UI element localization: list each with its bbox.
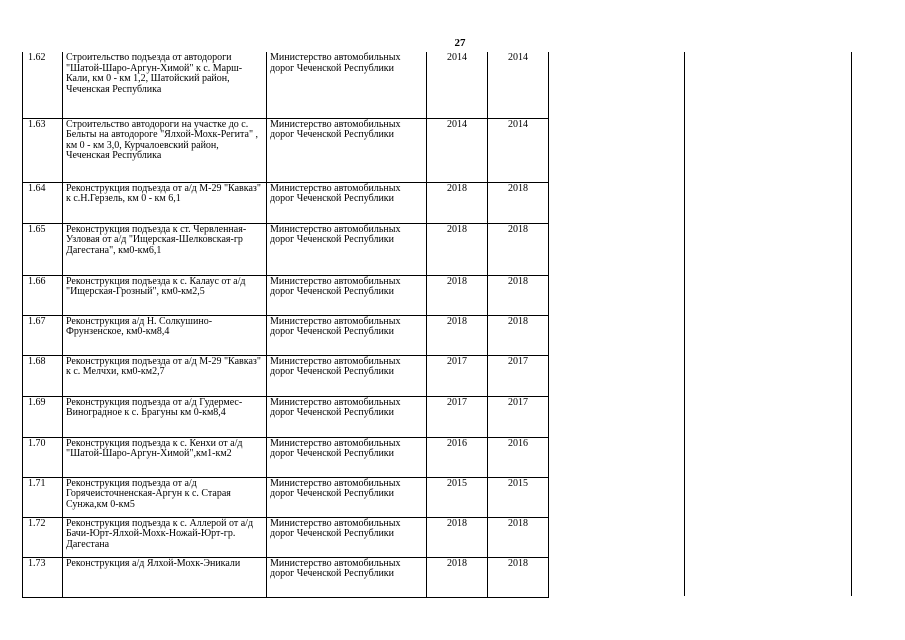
- start-year: 2018: [427, 557, 488, 597]
- project-name: Реконструкция подъезда от а/д М-29 "Кавказ" к с.Н.Герзель, км 0 - км 6,1: [63, 182, 267, 223]
- column-divider: [851, 52, 852, 596]
- project-name: Реконструкция а/д Ялхой-Мохк-Эникали: [63, 557, 267, 597]
- responsible-org: Министерство автомобильных дорог Чеченской Республики: [267, 52, 427, 118]
- table-row: [23, 437, 549, 477]
- project-name: Строительство автодороги на участке до с. Бельты на автодороге "Ялхой-Мохк-Регита" , км 0 - км 3,0, Курчалоевский район, Чеченская Республика: [63, 118, 267, 182]
- project-name: Реконструкция подъезда к с. Кенхи от а/д "Шатой-Шаро-Аргун-Химой",км1-км2: [63, 437, 267, 477]
- project-name: Реконструкция а/д Н. Солкушино-Фрунзенское, км0-км8,4: [63, 315, 267, 355]
- project-name: Реконструкция подъезда к с. Калаус от а/д "Ищерская-Грозный", км0-км2,5: [63, 275, 267, 315]
- end-year: 2018: [488, 517, 549, 557]
- row-number: 1.72: [23, 517, 63, 557]
- project-name: Строительство подъезда от автодороги "Шатой-Шаро-Аргун-Химой" к с. Марш-Кали, км 0 - км 1,2, Шатойский район, Чеченская Республика: [63, 52, 267, 118]
- start-year: 2018: [427, 275, 488, 315]
- row-number: 1.67: [23, 315, 63, 355]
- end-year: 2014: [488, 118, 549, 182]
- table-row: [23, 182, 549, 223]
- row-number: 1.68: [23, 355, 63, 396]
- start-year: 2018: [427, 182, 488, 223]
- responsible-org: Министерство автомобильных дорог Чеченской Республики: [267, 517, 427, 557]
- responsible-org: Министерство автомобильных дорог Чеченской Республики: [267, 557, 427, 597]
- end-year: 2018: [488, 557, 549, 597]
- start-year: 2014: [427, 118, 488, 182]
- row-number: 1.69: [23, 396, 63, 437]
- responsible-org: Министерство автомобильных дорог Чеченской Республики: [267, 315, 427, 355]
- start-year: 2018: [427, 315, 488, 355]
- row-number: 1.63: [23, 118, 63, 182]
- row-number: 1.64: [23, 182, 63, 223]
- start-year: 2017: [427, 396, 488, 437]
- page-number: 27: [454, 37, 466, 49]
- start-year: 2014: [427, 52, 488, 118]
- project-name: Реконструкция подъезда от а/д Гудермес-Виноградное к с. Брагуны км 0-км8,4: [63, 396, 267, 437]
- row-number: 1.65: [23, 223, 63, 275]
- end-year: 2016: [488, 437, 549, 477]
- project-name: Реконструкция подъезда к с. Аллерой от а/д Бачи-Юрт-Ялхой-Мохк-Ножай-Юрт-гр. Дагестана: [63, 517, 267, 557]
- end-year: 2017: [488, 396, 549, 437]
- row-number: 1.62: [23, 52, 63, 118]
- project-name: Реконструкция подъезда к ст. Червленная-Узловая от а/д "Ищерская-Шелковская-гр Дагестана", км0-км6,1: [63, 223, 267, 275]
- end-year: 2018: [488, 223, 549, 275]
- program-table: [22, 52, 549, 598]
- responsible-org: Министерство автомобильных дорог Чеченской Республики: [267, 182, 427, 223]
- responsible-org: Министерство автомобильных дорог Чеченской Республики: [267, 355, 427, 396]
- responsible-org: Министерство автомобильных дорог Чеченской Республики: [267, 223, 427, 275]
- row-number: 1.73: [23, 557, 63, 597]
- table-row: [23, 477, 549, 517]
- start-year: 2018: [427, 223, 488, 275]
- table-row: [23, 557, 549, 597]
- end-year: 2018: [488, 182, 549, 223]
- table-row: [23, 118, 549, 182]
- project-name: Реконструкция подъезда от а/д М-29 "Кавказ" к с. Мелчхи, км0-км2,7: [63, 355, 267, 396]
- row-number: 1.71: [23, 477, 63, 517]
- end-year: 2018: [488, 275, 549, 315]
- project-name: Реконструкция подъезда от а/д Горячеисточненская-Аргун к с. Старая Сунжа,км 0-км5: [63, 477, 267, 517]
- table-body: [23, 52, 549, 597]
- table-row: [23, 396, 549, 437]
- start-year: 2015: [427, 477, 488, 517]
- responsible-org: Министерство автомобильных дорог Чеченской Республики: [267, 396, 427, 437]
- column-divider: [684, 52, 685, 596]
- table-row: [23, 315, 549, 355]
- start-year: 2016: [427, 437, 488, 477]
- row-number: 1.70: [23, 437, 63, 477]
- start-year: 2018: [427, 517, 488, 557]
- table-row: [23, 355, 549, 396]
- start-year: 2017: [427, 355, 488, 396]
- responsible-org: Министерство автомобильных дорог Чеченской Республики: [267, 275, 427, 315]
- responsible-org: Министерство автомобильных дорог Чеченской Республики: [267, 437, 427, 477]
- responsible-org: Министерство автомобильных дорог Чеченской Республики: [267, 477, 427, 517]
- end-year: 2018: [488, 315, 549, 355]
- row-number: 1.66: [23, 275, 63, 315]
- table-row: [23, 275, 549, 315]
- responsible-org: Министерство автомобильных дорог Чеченской Республики: [267, 118, 427, 182]
- table-row: [23, 52, 549, 118]
- end-year: 2014: [488, 52, 549, 118]
- table-row: [23, 223, 549, 275]
- table-row: [23, 517, 549, 557]
- end-year: 2015: [488, 477, 549, 517]
- end-year: 2017: [488, 355, 549, 396]
